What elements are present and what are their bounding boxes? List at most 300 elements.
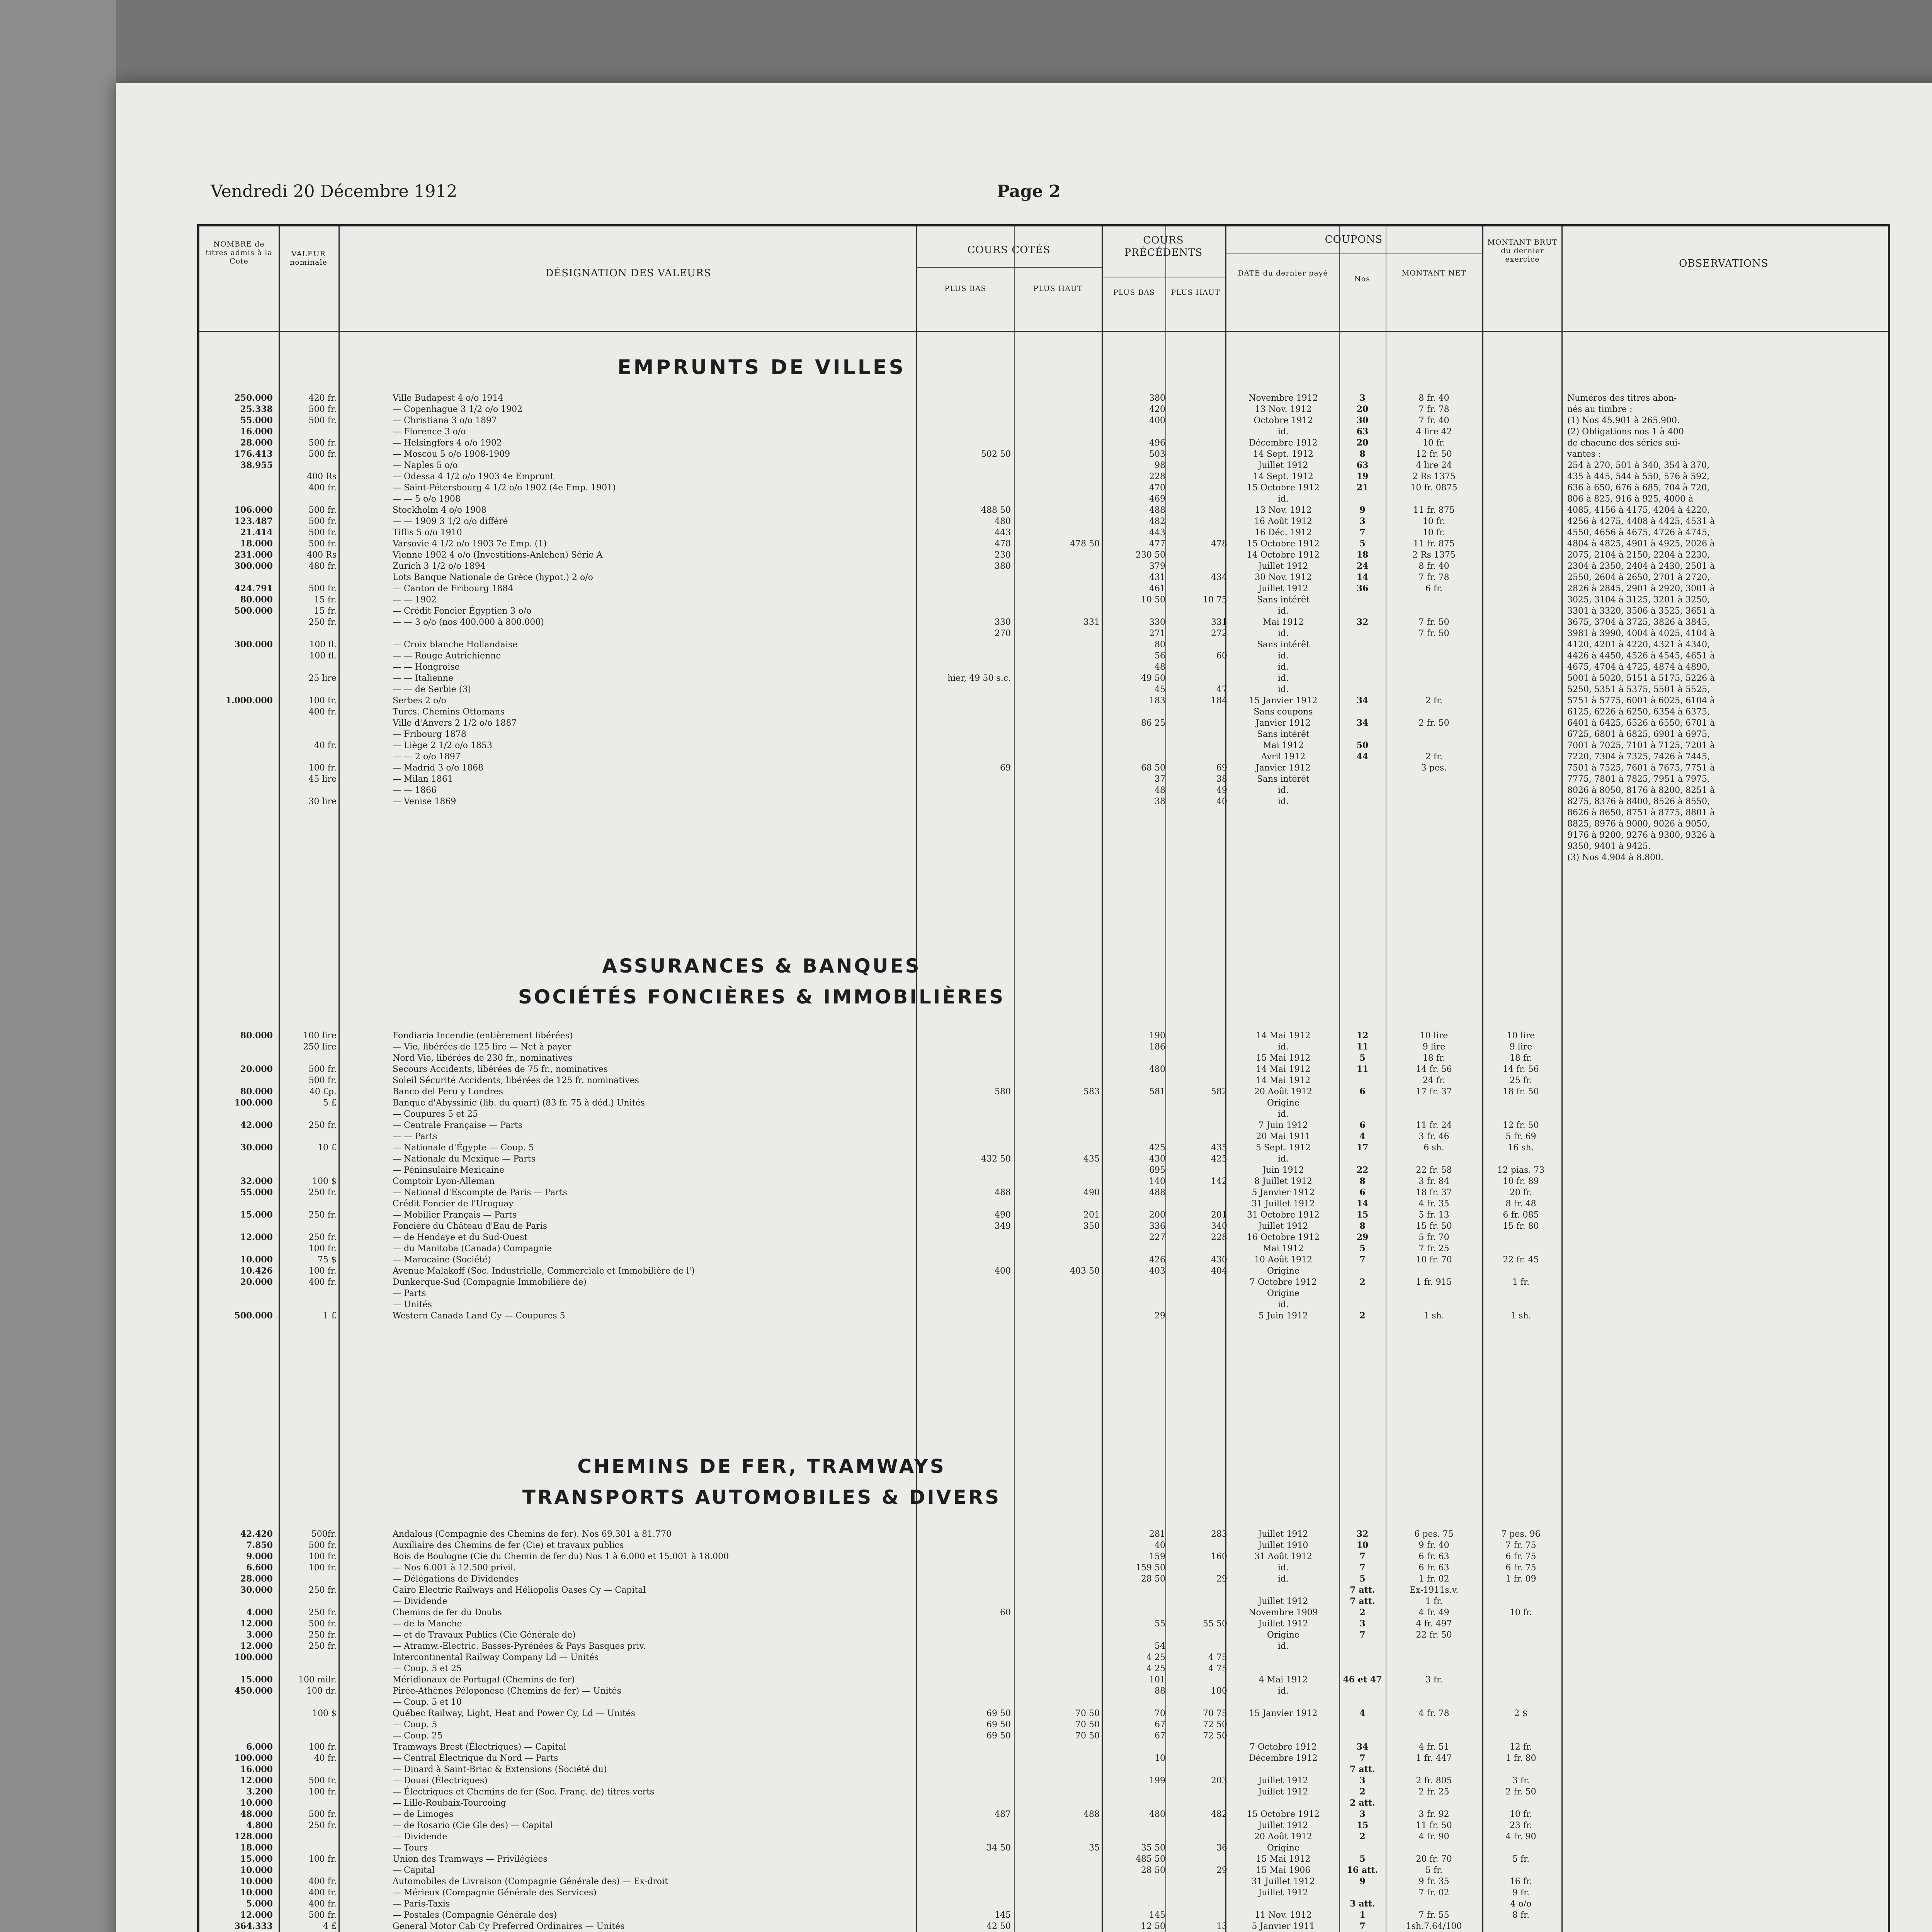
cell-precedent-plus-bas: 12 50 — [1141, 1922, 1165, 1931]
cell-designation: — Madrid 3 o/o 1868 — [393, 763, 484, 773]
cell-valeur-nominale: 420 fr. — [308, 393, 337, 403]
table-row — [199, 1277, 1888, 1288]
cell-precedent-plus-bas: 40 — [1155, 1541, 1165, 1550]
cell-coupon-date: Juillet 1910 — [1258, 1541, 1308, 1550]
cell-coupon-date: id. — [1277, 1109, 1289, 1119]
cell-designation: — Nos 6.001 à 12.500 privil. — [393, 1563, 516, 1573]
cell-coupon-montant-net: 2 Rs 1375 — [1412, 472, 1456, 481]
cell-designation: — Postales (Compagnie Générale des) — [393, 1910, 557, 1920]
cell-coupon-date: Juillet 1912 — [1258, 1776, 1308, 1786]
cell-titres-admis: 30.000 — [240, 1143, 273, 1153]
obs-numeros-line: 6401 à 6425, 6526 à 6550, 6701 à — [1567, 718, 1715, 728]
cell-cours-plus-bas: 490 — [995, 1210, 1011, 1220]
cell-coupon-montant-net: 2 fr. — [1425, 752, 1443, 762]
cell-montant-brut: 10 fr. 89 — [1503, 1177, 1539, 1186]
cell-titres-admis: 6.000 — [246, 1742, 273, 1752]
cell-titres-admis: 424.791 — [234, 583, 273, 594]
cell-designation: — Atramw.-Electric. Basses-Pyrénées & Pays Basques priv. — [393, 1641, 646, 1651]
cell-montant-brut: 10 fr. — [1509, 1810, 1532, 1819]
cell-cours-plus-haut: 490 — [1083, 1188, 1100, 1197]
header-numero: Nos — [1354, 275, 1370, 283]
table-row — [199, 1596, 1888, 1607]
cell-precedent-plus-bas: 37 — [1155, 774, 1165, 784]
cell-coupon-montant-net: 14 fr. 56 — [1416, 1065, 1452, 1074]
cell-precedent-plus-bas: 98 — [1155, 461, 1165, 470]
cell-precedent-plus-bas: 485 50 — [1136, 1854, 1165, 1864]
cell-coupon-date: Décembre 1912 — [1249, 438, 1318, 448]
cell-coupon-date: 14 Sept. 1912 — [1253, 449, 1313, 459]
cell-coupon-montant-net: 9 fr. 40 — [1418, 1541, 1449, 1550]
cell-titres-admis: 100.000 — [234, 1098, 273, 1108]
cell-coupon-date: 15 Janvier 1912 — [1249, 696, 1318, 706]
cell-designation: — et de Travaux Publics (Cie Générale de) — [393, 1630, 576, 1640]
cell-precedent-plus-bas: 45 — [1155, 685, 1165, 694]
cell-valeur-nominale: 100 fr. — [308, 1787, 337, 1797]
cell-coupon-montant-net: 9 lire — [1422, 1042, 1446, 1052]
table-row — [199, 1221, 1888, 1232]
cell-coupon-montant-net: 3 fr. — [1425, 1675, 1443, 1685]
cell-precedent-plus-bas: 55 — [1155, 1619, 1165, 1629]
cell-cours-plus-haut: 201 — [1083, 1210, 1100, 1220]
cell-coupon-date: 14 Mai 1912 — [1256, 1031, 1311, 1041]
cell-montant-brut: 1 fr. — [1512, 1277, 1530, 1287]
cell-precedent-plus-haut: 160 — [1211, 1552, 1227, 1561]
cell-precedent-plus-bas: 159 50 — [1136, 1563, 1165, 1573]
cell-coupon-numero: 9 — [1359, 505, 1366, 515]
cell-coupon-numero: 34 — [1356, 696, 1369, 706]
cell-valeur-nominale: 250 fr. — [308, 617, 337, 627]
cell-coupon-montant-net: 4 fr. 78 — [1418, 1709, 1449, 1718]
cell-designation: Avenue Malakoff (Soc. Industrielle, Commerciale et Immobilière de l') — [393, 1266, 695, 1276]
table-row — [199, 1775, 1888, 1786]
cell-valeur-nominale: 500 fr. — [308, 1065, 337, 1074]
cell-coupon-numero: 3 — [1359, 516, 1366, 526]
cell-coupon-montant-net: 2 fr. 50 — [1418, 718, 1449, 728]
cell-titres-admis: 15.000 — [240, 1854, 273, 1864]
cell-coupon-numero: 9 — [1359, 1876, 1366, 1886]
cell-cours-plus-haut: 583 — [1083, 1087, 1100, 1097]
cell-valeur-nominale: 500 fr. — [308, 438, 337, 448]
cell-designation: — — 5 o/o 1908 — [393, 494, 461, 504]
cell-cours-plus-bas: 270 — [995, 629, 1011, 638]
cell-titres-admis: 100.000 — [234, 1652, 273, 1662]
cell-valeur-nominale: 500 fr. — [308, 405, 337, 414]
cell-coupon-montant-net: 7 fr. 40 — [1418, 416, 1449, 425]
obs-numeros-line: 8825, 8976 à 9000, 9026 à 9050, — [1567, 819, 1710, 829]
cell-coupon-montant-net: 7 fr. 02 — [1418, 1888, 1449, 1898]
obs-numeros-line: 435 à 445, 544 à 550, 576 à 592, — [1567, 472, 1710, 481]
table-row — [199, 1618, 1888, 1629]
obs-numeros-line: 4256 à 4275, 4408 à 4425, 4531 à — [1567, 517, 1715, 526]
table-row — [199, 1232, 1888, 1243]
cell-valeur-nominale: 500 fr. — [308, 1910, 337, 1920]
obs-numeros-line: 5001 à 5020, 5151 à 5175, 5226 à — [1567, 673, 1715, 683]
cell-titres-admis: 10.000 — [240, 1798, 273, 1808]
cell-designation: — Lille-Roubaix-Tourcoing — [393, 1798, 506, 1808]
table-row — [199, 1299, 1888, 1310]
cell-coupon-date: id. — [1277, 797, 1289, 806]
cell-coupon-date: Juin 1912 — [1262, 1165, 1304, 1175]
cell-titres-admis: 42.000 — [240, 1120, 273, 1130]
cell-precedent-plus-haut: 203 — [1211, 1776, 1227, 1786]
cell-coupon-date: id. — [1277, 685, 1289, 694]
cell-valeur-nominale: 500 fr. — [308, 449, 337, 459]
cell-coupon-date: Novembre 1912 — [1248, 393, 1318, 403]
cell-designation: — Nationale du Mexique — Parts — [393, 1154, 536, 1164]
cell-coupon-numero: 20 — [1356, 404, 1369, 414]
cell-coupon-montant-net: 7 fr. 55 — [1418, 1910, 1449, 1920]
table-row — [199, 1663, 1888, 1674]
cell-designation: — Unités — [393, 1300, 432, 1310]
cell-coupon-date: 5 Janvier 1911 — [1252, 1922, 1315, 1931]
cell-montant-brut: 6 fr. 75 — [1505, 1563, 1536, 1573]
cell-coupon-numero: 8 — [1359, 1176, 1366, 1186]
cell-precedent-plus-bas: 480 — [1149, 1810, 1165, 1819]
cell-coupon-montant-net: 18 fr. — [1422, 1053, 1446, 1063]
cell-coupon-numero: 24 — [1356, 561, 1369, 571]
cell-valeur-nominale: 25 lire — [308, 673, 337, 683]
cell-coupon-date: id. — [1277, 427, 1289, 437]
cell-designation: — Naples 5 o/o — [393, 461, 458, 470]
cell-titres-admis: 300.000 — [234, 639, 273, 650]
cell-titres-admis: 6.600 — [246, 1563, 273, 1573]
cell-precedent-plus-haut: 72 50 — [1203, 1731, 1227, 1741]
cell-coupon-date: id. — [1277, 606, 1289, 616]
cell-precedent-plus-haut: 13 — [1216, 1922, 1227, 1931]
cell-precedent-plus-haut: 72 50 — [1203, 1720, 1227, 1730]
cell-designation: — — Parts — [393, 1132, 437, 1141]
cell-cours-plus-haut: 350 — [1083, 1221, 1100, 1231]
cell-precedent-plus-bas: 431 — [1149, 573, 1165, 582]
cell-valeur-nominale: 40 fr. — [314, 741, 337, 750]
cell-designation: — Paris-Taxis — [393, 1899, 450, 1909]
cell-valeur-nominale: 1 £ — [323, 1311, 337, 1321]
header-observations: OBSERVATIONS — [1679, 258, 1769, 269]
cell-cours-plus-bas: 488 50 — [981, 505, 1011, 515]
cell-precedent-plus-bas: 496 — [1149, 438, 1165, 448]
table-row — [199, 1585, 1888, 1596]
obs-numeros-line: 7775, 7801 à 7825, 7951 à 7975, — [1567, 774, 1710, 784]
cell-precedent-plus-haut: 4 75 — [1208, 1653, 1227, 1662]
table-row — [199, 1697, 1888, 1708]
cell-designation: — Mérieux (Compagnie Générale des Services) — [393, 1888, 597, 1898]
cell-valeur-nominale: 10 £ — [318, 1143, 337, 1153]
cell-coupon-numero: 5 — [1359, 1854, 1366, 1864]
cell-cours-plus-bas: 34 50 — [986, 1843, 1011, 1853]
scan-top-border — [116, 0, 1932, 83]
cell-coupon-date: Octobre 1912 — [1253, 416, 1313, 425]
cell-designation: Foncière du Château d'Eau de Paris — [393, 1221, 548, 1231]
cell-coupon-montant-net: 10 lire — [1420, 1031, 1448, 1041]
cell-cours-plus-bas: 349 — [995, 1221, 1011, 1231]
cell-coupon-montant-net: 12 fr. 50 — [1416, 449, 1452, 459]
cell-valeur-nominale: 250 fr. — [308, 1233, 337, 1242]
cell-valeur-nominale: 250 fr. — [308, 1821, 337, 1830]
cell-titres-admis: 55.000 — [240, 1187, 273, 1197]
cell-coupon-date: Juillet 1912 — [1258, 1221, 1308, 1231]
cell-cours-plus-bas: 488 — [995, 1188, 1011, 1197]
cell-valeur-nominale: 40 £p. — [309, 1087, 337, 1097]
table-row — [199, 1842, 1888, 1854]
cell-designation: Zurich 3 1/2 o/o 1894 — [393, 561, 486, 571]
cell-precedent-plus-haut: 10 75 — [1203, 595, 1227, 605]
cell-titres-admis: 176.413 — [234, 449, 273, 459]
cell-precedent-plus-haut: 283 — [1211, 1529, 1227, 1539]
cell-coupon-date: Décembre 1912 — [1249, 1753, 1318, 1763]
cell-titres-admis: 20.000 — [240, 1064, 273, 1074]
cell-coupon-date: id. — [1277, 1563, 1289, 1573]
cell-coupon-date: 14 Octobre 1912 — [1247, 550, 1320, 560]
cell-precedent-plus-haut: 38 — [1216, 774, 1227, 784]
cell-montant-brut: 20 fr. — [1509, 1188, 1532, 1197]
cell-valeur-nominale: 400 fr. — [308, 1277, 337, 1287]
cell-valeur-nominale: 500 fr. — [308, 505, 337, 515]
cell-coupon-numero: 7 att. — [1350, 1596, 1375, 1606]
table-row — [199, 1243, 1888, 1254]
cell-designation: — Moscou 5 o/o 1908-1909 — [393, 449, 510, 459]
cell-coupon-date: 7 Octobre 1912 — [1249, 1742, 1317, 1752]
cell-designation: — Coup. 5 et 10 — [393, 1697, 462, 1707]
cell-cours-plus-bas: 230 — [995, 550, 1011, 560]
table-row — [199, 1075, 1888, 1086]
cell-designation: Ville d'Anvers 2 1/2 o/o 1887 — [393, 718, 517, 728]
cell-precedent-plus-bas: 70 — [1155, 1709, 1165, 1718]
cell-cours-plus-bas: 580 — [995, 1087, 1011, 1097]
cell-designation: — Central Électrique du Nord — Parts — [393, 1753, 558, 1763]
cell-designation: — Parts — [393, 1289, 426, 1298]
cell-coupon-numero: 7 — [1359, 1753, 1366, 1763]
cell-coupon-date: 16 Déc. 1912 — [1255, 528, 1312, 537]
cell-coupon-date: id. — [1277, 662, 1289, 672]
cell-precedent-plus-bas: 86 25 — [1141, 718, 1165, 728]
cell-coupon-date: 5 Juin 1912 — [1258, 1311, 1308, 1321]
cell-precedent-plus-bas: 80 — [1155, 640, 1165, 650]
cell-precedent-plus-haut: 69 — [1216, 763, 1227, 773]
cell-valeur-nominale: 500 fr. — [308, 539, 337, 549]
cell-designation: — de Limoges — [393, 1810, 454, 1819]
obs-numeros-line: 6125, 6226 à 6250, 6354 à 6375, — [1567, 707, 1710, 717]
cell-designation: Union des Tramways — Privilégiées — [393, 1854, 548, 1864]
obs-numeros-line: 6725, 6801 à 6825, 6901 à 6975, — [1567, 730, 1710, 739]
cell-coupon-montant-net: 11 fr. 875 — [1413, 539, 1455, 549]
cell-designation: Méridionaux de Portugal (Chemins de fer) — [393, 1675, 575, 1685]
cell-precedent-plus-bas: 10 50 — [1141, 595, 1165, 605]
cell-titres-admis: 10.426 — [240, 1266, 273, 1276]
cell-cours-plus-bas: hier, 49 50 s.c. — [947, 673, 1011, 683]
table-row — [199, 1887, 1888, 1898]
cell-coupon-numero: 3 — [1359, 1619, 1366, 1629]
cell-precedent-plus-haut: 430 — [1211, 1255, 1227, 1265]
cell-designation: — de la Manche — [393, 1619, 462, 1629]
cell-coupon-numero: 14 — [1356, 572, 1369, 582]
cell-coupon-montant-net: 11 fr. 50 — [1416, 1821, 1452, 1830]
cell-valeur-nominale: 250 fr. — [308, 1188, 337, 1197]
cell-coupon-montant-net: 4 fr. 497 — [1416, 1619, 1452, 1629]
cell-valeur-nominale: 400 fr. — [308, 1888, 337, 1898]
cell-valeur-nominale: 250 lire — [303, 1042, 337, 1052]
table-row — [199, 1898, 1888, 1910]
cell-valeur-nominale: 100 fr. — [308, 1552, 337, 1561]
cell-titres-admis: 5.000 — [246, 1899, 273, 1909]
obs-numeros-line: 8275, 8376 à 8400, 8526 à 8550, — [1567, 797, 1710, 806]
cell-coupon-date: id. — [1277, 673, 1289, 683]
cell-coupon-montant-net: 3 fr. 46 — [1418, 1132, 1449, 1141]
cell-coupon-montant-net: 2 fr. 25 — [1418, 1787, 1449, 1797]
cell-montant-brut: 2 fr. 50 — [1505, 1787, 1536, 1797]
table-row — [199, 1798, 1888, 1809]
cell-montant-brut: 18 fr. 50 — [1503, 1087, 1539, 1097]
cell-titres-admis: 21.414 — [240, 527, 273, 537]
cell-coupon-numero: 63 — [1356, 460, 1369, 470]
cell-coupon-montant-net: 6 fr. 63 — [1418, 1552, 1449, 1561]
cell-cours-plus-bas: 69 50 — [986, 1720, 1011, 1730]
cell-precedent-plus-bas: 477 — [1149, 539, 1165, 549]
cell-valeur-nominale: 400 fr. — [308, 1877, 337, 1886]
obs-numeros-line: 9350, 9401 à 9425. — [1567, 842, 1651, 851]
cell-coupon-date: Sans intérêt — [1257, 774, 1310, 784]
cell-coupon-montant-net: 4 lire 24 — [1416, 461, 1452, 470]
cell-cours-plus-haut: 70 50 — [1075, 1731, 1100, 1741]
cell-coupon-date: id. — [1277, 1574, 1289, 1584]
cell-titres-admis: 10.000 — [240, 1876, 273, 1886]
cell-cours-plus-bas: 480 — [995, 517, 1011, 526]
cell-precedent-plus-haut: 29 — [1216, 1574, 1227, 1584]
cell-coupon-date: Avril 1912 — [1261, 752, 1306, 762]
cell-precedent-plus-bas: 480 — [1149, 1065, 1165, 1074]
obs-numeros-line: 9176 à 9200, 9276 à 9300, 9326 à — [1567, 830, 1715, 840]
table-row — [199, 1562, 1888, 1573]
cell-cours-plus-bas: 432 50 — [981, 1154, 1011, 1164]
obs-numeros-line: 4804 à 4825, 4901 à 4925, 2026 à — [1567, 539, 1715, 549]
table-row — [199, 1097, 1888, 1109]
cell-valeur-nominale: 100 $ — [312, 1709, 337, 1718]
cell-designation: — — Hongroise — [393, 662, 460, 672]
header-montant-net: MONTANT NET — [1401, 269, 1466, 277]
cell-designation: — Coup. 5 et 25 — [393, 1664, 462, 1673]
cell-precedent-plus-haut: 142 — [1211, 1177, 1227, 1186]
cell-designation: — — 1902 — [393, 595, 437, 605]
cell-designation: Dunkerque-Sud (Compagnie Immobilière de) — [393, 1277, 587, 1287]
cell-precedent-plus-bas: 186 — [1149, 1042, 1165, 1052]
cell-coupon-date: 15 Janvier 1912 — [1249, 1709, 1318, 1718]
cell-coupon-montant-net: 6 pes. 75 — [1414, 1529, 1454, 1539]
cell-designation: — du Manitoba (Canada) Compagnie — [393, 1244, 552, 1253]
cell-precedent-plus-bas: 159 — [1149, 1552, 1165, 1561]
cell-designation: Ville Budapest 4 o/o 1914 — [393, 393, 503, 403]
cell-coupon-numero: 32 — [1356, 1529, 1369, 1539]
cell-coupon-numero: 34 — [1356, 1742, 1369, 1752]
cell-coupon-montant-net: 4 fr. 35 — [1418, 1199, 1449, 1209]
cell-titres-admis: 4.800 — [246, 1820, 273, 1830]
cell-montant-brut: 25 fr. — [1509, 1076, 1532, 1085]
cell-coupon-date: Origine — [1267, 1289, 1299, 1298]
cell-designation: — Tours — [393, 1843, 428, 1853]
cell-designation: Serbes 2 o/o — [393, 696, 446, 706]
cell-designation: — Centrale Française — Parts — [393, 1121, 522, 1130]
cell-montant-brut: 16 fr. — [1509, 1877, 1532, 1886]
cell-precedent-plus-haut: 582 — [1211, 1087, 1227, 1097]
obs-numeros-line: 3981 à 3990, 4004 à 4025, 4104 à — [1567, 629, 1715, 638]
obs-numeros-line: vantes : — [1567, 449, 1601, 459]
cell-valeur-nominale: 400 fr. — [308, 707, 337, 717]
cell-montant-brut: 6 fr. 75 — [1505, 1552, 1536, 1561]
cell-coupon-date: Origine — [1267, 1098, 1299, 1108]
table-row — [199, 1041, 1888, 1053]
obs-numeros-line: 254 à 270, 501 à 340, 354 à 370, — [1567, 461, 1710, 470]
cell-coupon-date: Origine — [1267, 1843, 1299, 1853]
obs-numeros-line: 4085, 4156 à 4175, 4204 à 4220, — [1567, 505, 1710, 515]
cell-valeur-nominale: 400 fr. — [308, 483, 337, 493]
cell-coupon-numero: 12 — [1356, 1031, 1369, 1041]
cell-coupon-montant-net: 7 fr. 25 — [1418, 1244, 1449, 1253]
cell-valeur-nominale: 100 $ — [312, 1177, 337, 1186]
cell-coupon-date: 4 Mai 1912 — [1259, 1675, 1308, 1685]
cell-coupon-montant-net: 1sh.7.64/100 — [1406, 1922, 1462, 1931]
cell-designation: — Dividende — [393, 1597, 447, 1606]
cell-precedent-plus-bas: 400 — [1149, 416, 1165, 425]
cell-designation: — Dinard à Saint-Briac & Extensions (Société du) — [393, 1765, 607, 1774]
cell-titres-admis: 106.000 — [234, 505, 273, 515]
cell-titres-admis: 20.000 — [240, 1277, 273, 1287]
cell-cours-plus-haut: 403 50 — [1070, 1266, 1100, 1276]
cell-coupon-date: Origine — [1267, 1266, 1299, 1276]
cell-titres-admis: 1.000.000 — [225, 696, 273, 706]
cell-coupon-montant-net: 7 fr. 78 — [1418, 405, 1449, 414]
table-row — [199, 1064, 1888, 1075]
cell-coupon-numero: 3 att. — [1350, 1899, 1375, 1909]
cell-cours-plus-haut: 35 — [1089, 1843, 1100, 1853]
cell-valeur-nominale: 100 dr. — [306, 1686, 337, 1696]
cell-montant-brut: 1 fr. 09 — [1505, 1574, 1536, 1584]
cell-precedent-plus-bas: 10 — [1155, 1753, 1165, 1763]
cell-designation: — Canton de Fribourg 1884 — [393, 584, 514, 594]
cell-precedent-plus-haut: 70 75 — [1203, 1709, 1227, 1718]
cell-designation: — Croix blanche Hollandaise — [393, 640, 518, 650]
cell-coupon-montant-net: 4 lire 42 — [1416, 427, 1452, 437]
cell-designation: — de Rosario (Cie Gle des) — Capital — [393, 1821, 553, 1830]
cell-designation: — Mobilier Français — Parts — [393, 1210, 517, 1220]
cell-coupon-numero: 22 — [1356, 1165, 1369, 1175]
cell-titres-admis: 28.000 — [240, 1574, 273, 1584]
cell-coupon-date: 15 Mai 1906 — [1256, 1866, 1311, 1875]
header-plus-haut: PLUS HAUT — [1033, 284, 1083, 293]
table-row — [199, 1209, 1888, 1221]
cell-precedent-plus-bas: 379 — [1149, 561, 1165, 571]
table-row — [199, 1831, 1888, 1842]
cell-montant-brut: 4 fr. 90 — [1505, 1832, 1536, 1842]
cell-coupon-montant-net: 7 fr. 50 — [1418, 629, 1449, 638]
cell-designation: — Copenhague 3 1/2 o/o 1902 — [393, 405, 523, 414]
cell-designation: — Saint-Pétersbourg 4 1/2 o/o 1902 (4e Emp. 1901) — [393, 483, 616, 493]
cell-titres-admis: 4.000 — [246, 1607, 273, 1617]
cell-coupon-montant-net: 5 fr. 13 — [1418, 1210, 1449, 1220]
cell-precedent-plus-bas: 68 50 — [1141, 763, 1165, 773]
cell-coupon-date: 30 Nov. 1912 — [1255, 573, 1312, 582]
cell-titres-admis: 16.000 — [240, 1764, 273, 1774]
cell-designation: — Coupures 5 et 25 — [393, 1109, 478, 1119]
cell-coupon-numero: 16 att. — [1347, 1865, 1378, 1875]
cell-designation: — Helsingfors 4 o/o 1902 — [393, 438, 502, 448]
cell-titres-admis: 15.000 — [240, 1210, 273, 1220]
cell-valeur-nominale: 100 lire — [303, 1031, 337, 1041]
cell-coupon-numero: 7 — [1359, 1563, 1366, 1573]
cell-valeur-nominale: 75 $ — [318, 1255, 337, 1265]
cell-designation: — — 1866 — [393, 786, 437, 795]
obs-numeros-line: 636 à 650, 676 à 685, 704 à 720, — [1567, 483, 1710, 493]
cell-coupon-date: Juillet 1912 — [1258, 584, 1308, 594]
cell-precedent-plus-bas: 140 — [1149, 1177, 1165, 1186]
table-row — [199, 1865, 1888, 1876]
